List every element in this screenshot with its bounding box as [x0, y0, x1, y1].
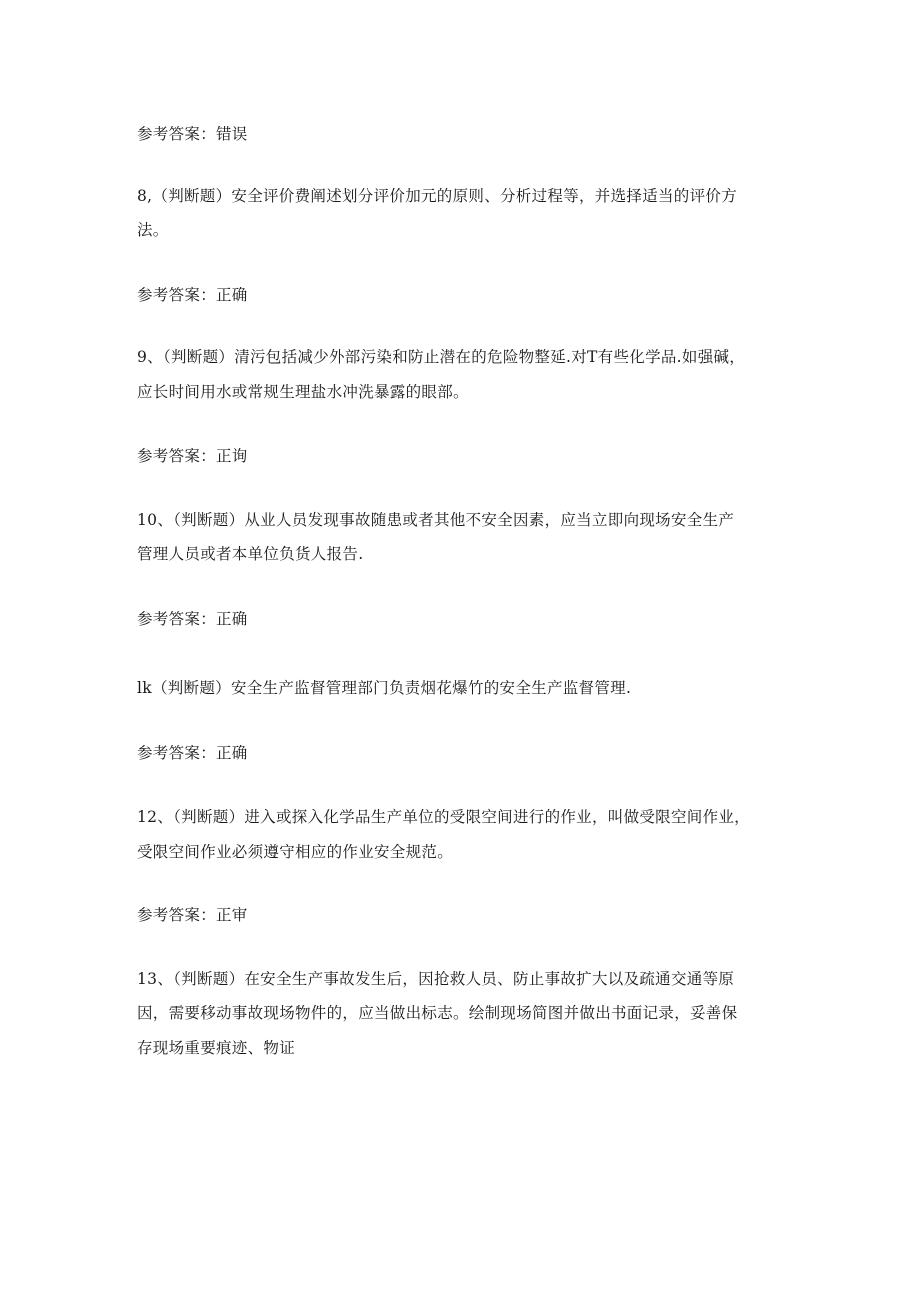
question-13-line-1: 13、（判断题）在安全生产事故发生后，因抢救人员、防止事故扩大以及疏通交通等原 — [137, 970, 735, 988]
question-8-line-2: 法。 — [137, 221, 169, 239]
question-10-line-1: 10、（判断题）从业人员发现事故随患或者其他不安全因素，应当立即向现场安全生产 — [137, 511, 735, 529]
answer-line: 参考答案：正询 — [137, 447, 248, 465]
question-12-line-2: 受限空间作业必须遵守相应的作业安全规范。 — [137, 843, 454, 861]
question-9-line-2: 应长时间用水或常规生理盐水冲洗暴露的眼部。 — [137, 383, 469, 401]
question-9-line-1: 9、（判断题）清污包括减少外部污染和防止潜在的危险物整延.对T有些化学品.如强碱， — [137, 348, 746, 366]
question-8-line-1: 8,（判断题）安全评价费阐述划分评价加元的原则、分析过程等，并选择适当的评价方 — [137, 187, 737, 205]
answer-line: 参考答案：正确 — [137, 610, 248, 628]
question-13-line-2: 因，需要移动事故现场物件的，应当做出标志。绘制现场简图并做出书面记录，妥善保 — [137, 1004, 738, 1022]
answer-line: 参考答案：错误 — [137, 125, 248, 143]
answer-line: 参考答案：正确 — [137, 286, 248, 304]
question-13-line-3: 存现场重要痕迹、物证 — [137, 1039, 296, 1057]
question-10-line-2: 管理人员或者本单位负货人报告. — [137, 545, 364, 563]
question-11-line-1: lk（判断题）安全生产监督管理部门负责烟花爆竹的安全生产监督管理. — [137, 679, 632, 697]
question-12-line-1: 12、（判断题）进入或探入化学品生产单位的受限空间进行的作业，叫做受限空间作业， — [137, 808, 750, 826]
answer-line: 参考答案：正确 — [137, 744, 248, 762]
answer-line: 参考答案：正审 — [137, 906, 248, 924]
